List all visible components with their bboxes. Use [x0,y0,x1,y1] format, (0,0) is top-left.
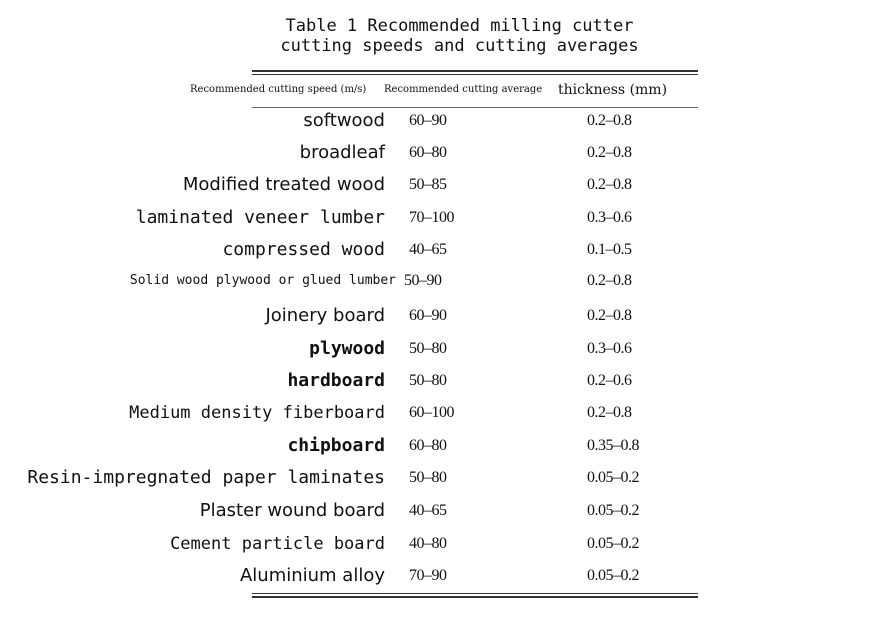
table-bottom-rule [252,593,698,598]
thickness-cell: 0.35–0.8 [587,437,639,454]
thickness-cell: 0.05–0.2 [587,535,639,552]
thickness-cell: 0.2–0.8 [587,176,632,193]
material-cell: chipboard [287,435,385,456]
speed-cell: 70–100 [409,209,454,226]
table-row [0,431,871,461]
material-cell: Solid wood plywood or glued lumber [129,273,396,288]
material-cell: Aluminium alloy [239,565,385,586]
thickness-cell: 0.1–0.5 [587,241,632,258]
material-cell: Resin-impregnated paper laminates [27,467,385,488]
table-row [0,106,871,136]
material-cell: softwood [303,110,385,131]
thickness-cell: 0.2–0.8 [587,272,632,289]
thickness-cell: 0.05–0.2 [587,567,639,584]
material-cell: hardboard [287,370,385,391]
table-title [0,16,871,56]
speed-cell: 70–90 [409,567,447,584]
thickness-cell: 0.3–0.6 [587,340,632,357]
table-row [0,561,871,591]
header-cutting-average: Recommended cutting average [384,84,543,95]
material-cell: Joinery board [265,305,385,326]
speed-cell: 60–90 [409,112,447,129]
speed-cell: 50–80 [409,469,447,486]
material-cell: broadleaf [299,142,385,163]
table-row [0,266,871,296]
table-row [0,203,871,233]
speed-cell: 40–65 [409,241,447,258]
table-row [0,301,871,331]
table-row [0,463,871,493]
speed-cell: 50–80 [409,340,447,357]
header-thickness: thickness (mm) [558,82,668,98]
speed-cell: 40–80 [409,535,447,552]
thickness-cell: 0.2–0.8 [587,144,632,161]
material-cell: compressed wood [222,239,385,260]
thickness-cell: 0.2–0.8 [587,307,632,324]
table-row [0,496,871,526]
table-row [0,235,871,265]
speed-cell: 60–90 [409,307,447,324]
table-row [0,138,871,168]
speed-cell: 60–80 [409,437,447,454]
table-row [0,529,871,559]
table-row [0,366,871,396]
material-cell: laminated veneer lumber [135,207,385,228]
material-cell: Cement particle board [170,534,385,554]
speed-cell: 50–85 [409,176,447,193]
header-cutting-speed: Recommended cutting speed (m/s) [190,84,367,95]
speed-cell: 50–90 [404,272,442,289]
thickness-cell: 0.2–0.6 [587,372,632,389]
table-row [0,334,871,364]
speed-cell: 40–65 [409,502,447,519]
thickness-cell: 0.05–0.2 [587,469,639,486]
thickness-cell: 0.3–0.6 [587,209,632,226]
speed-cell: 60–80 [409,144,447,161]
table-top-rule [252,70,698,75]
speed-cell: 60–100 [409,404,454,421]
table-row [0,398,871,428]
table-title-line-1: Table 1 Recommended milling cutter [285,16,634,36]
speed-cell: 50–80 [409,372,447,389]
material-cell: Medium density fiberboard [129,403,385,423]
thickness-cell: 0.2–0.8 [587,404,632,421]
table-row [0,170,871,200]
material-cell: Plaster wound board [199,500,385,521]
thickness-cell: 0.2–0.8 [587,112,632,129]
material-cell: Modified treated wood [182,174,385,195]
material-cell: plywood [309,338,385,359]
thickness-cell: 0.05–0.2 [587,502,639,519]
table-title-line-2: cutting speeds and cutting averages [280,36,639,56]
